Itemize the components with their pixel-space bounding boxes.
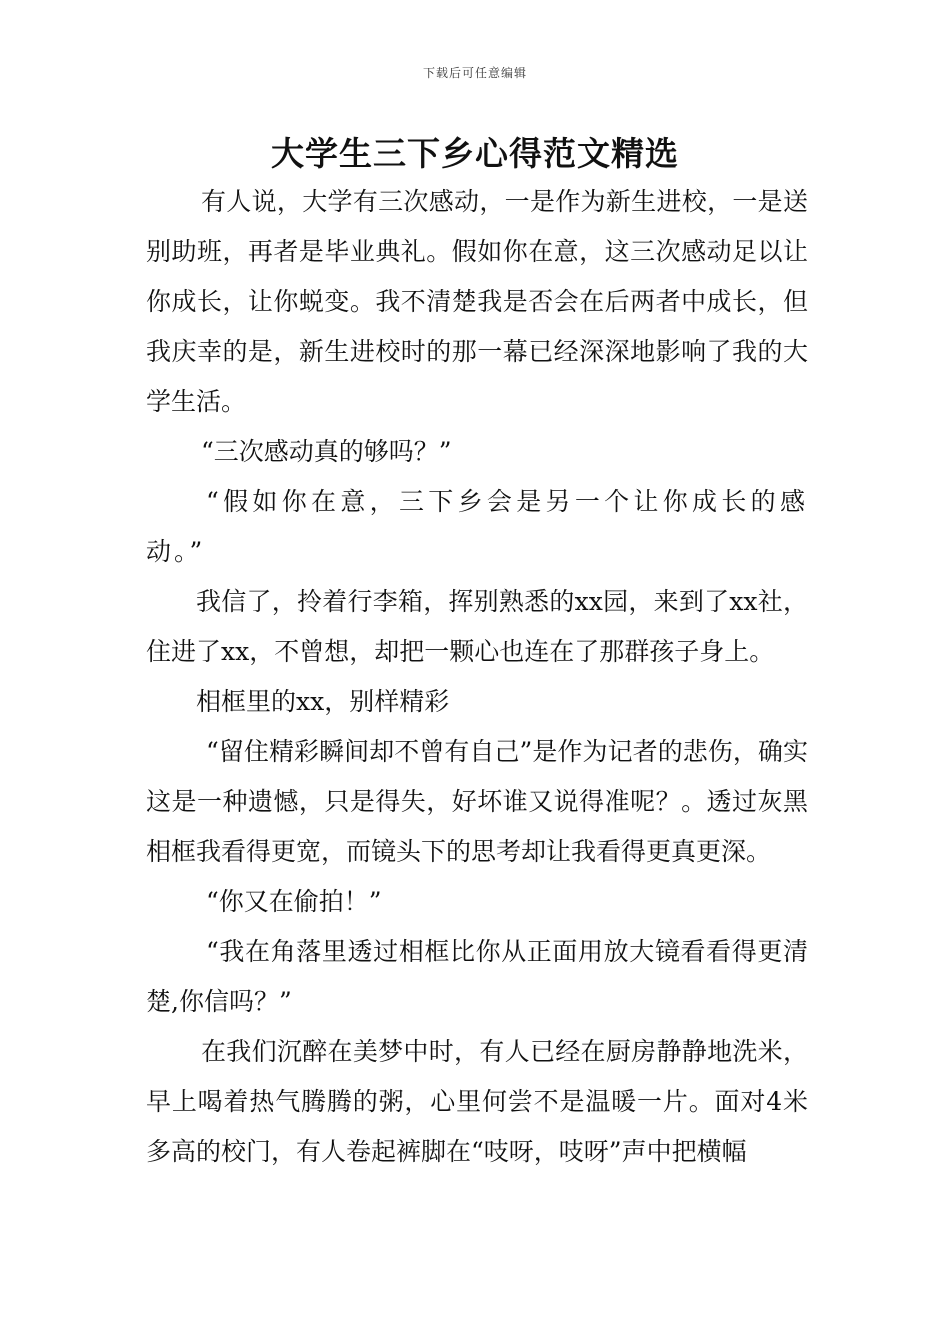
document-body — [146, 177, 808, 1177]
paragraph-question: “三次感动真的够吗？” — [201, 437, 452, 466]
paragraph-answer: “假如你在意，三下乡会是另一个让你成长的感动。” — [146, 487, 808, 566]
header-note: 下载后可任意编辑 — [422, 66, 527, 80]
paragraph-morning: 在我们沉醉在美梦中时，有人已经在厨房静静地洗米，早上喝着热气腾腾的粥，心里何尝不是温暖一片。面对4米多高的校门，有人卷起裤脚在“吱呀，吱呀”声中把横幅 — [146, 1037, 808, 1166]
paragraph-subheading: 相框里的xx，别样精彩 — [196, 687, 450, 716]
document-title: 大学生三下乡心得范文精选 — [271, 134, 679, 173]
paragraph-dialogue-1: “你又在偷拍！” — [206, 887, 382, 916]
paragraph-arrival: 我信了，拎着行李箱，挥别熟悉的xx园，来到了xx社，住进了xx，不曾想，却把一颗心也连在了那群孩子身上。 — [146, 587, 808, 666]
paragraph-dialogue-2: “我在角落里透过相框比你从正面用放大镜看看得更清楚,你信吗？” — [146, 937, 808, 1016]
paragraph-photographer: “留住精彩瞬间却不曾有自己”是作为记者的悲伤，确实这是一种遗憾，只是得失，好坏谁又说得准呢？。透过灰黑相框我看得更宽，而镜头下的思考却让我看得更真更深。 — [146, 737, 808, 866]
paragraph-intro: 有人说，大学有三次感动，一是作为新生进校，一是送别助班，再者是毕业典礼。假如你在意，这三次感动足以让你成长，让你蜕变。我不清楚我是否会在后两者中成长，但我庆幸的是，新生进校时的那一幕已经深深地影响了我的大学生活。 — [146, 187, 808, 416]
